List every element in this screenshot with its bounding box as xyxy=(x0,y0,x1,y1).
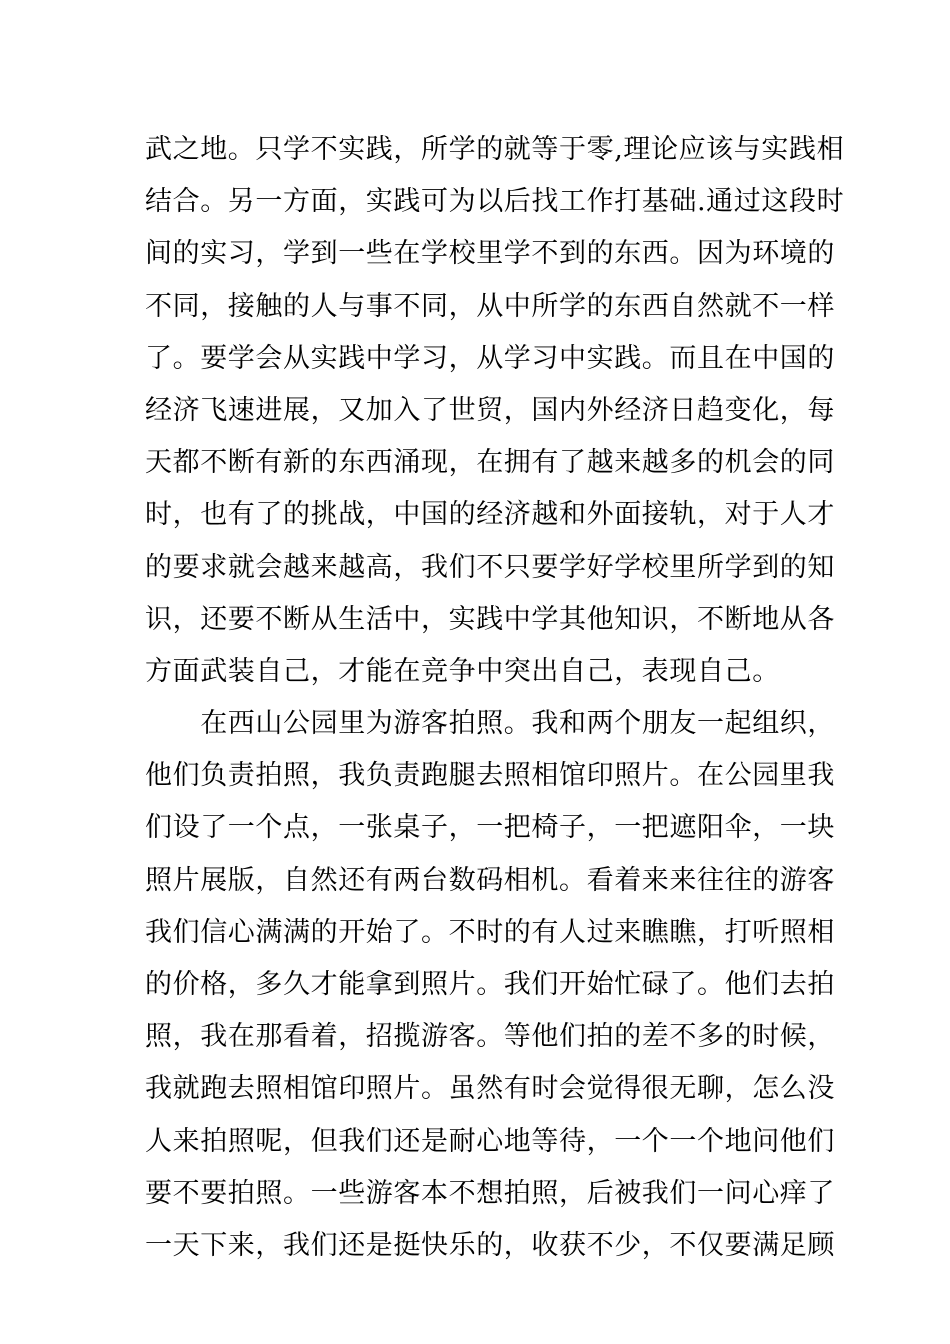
text-line: 结合。另一方面，实践可为以后找工作打基础.通过这段时 xyxy=(145,186,845,218)
body-text xyxy=(145,124,845,1272)
text-line: 不同，接触的人与事不同，从中所学的东西自然就不一样 xyxy=(145,290,835,322)
text-line: 我们信心满满的开始了。不时的有人过来瞧瞧，打听照相 xyxy=(145,916,835,948)
text-line: 方面武装自己，才能在竞争中突出自己，表现自己。 xyxy=(145,655,780,687)
text-line: 武之地。只学不实践，所学的就等于零,理论应该与实践相 xyxy=(145,134,845,165)
text-line: 一天下来，我们还是挺快乐的，收获不少，不仅要满足顾 xyxy=(145,1229,835,1261)
text-line: 了。要学会从实践中学习，从学习中实践。而且在中国的 xyxy=(145,342,835,374)
text-line: 照，我在那看着，招揽游客。等他们拍的差不多的时候， xyxy=(145,1021,835,1053)
text-line: 天都不断有新的东西涌现，在拥有了越来越多的机会的同 xyxy=(145,447,835,479)
text-line: 们设了一个点，一张桌子，一把椅子，一把遮阳伞，一块 xyxy=(145,812,835,844)
text-line: 的要求就会越来越高，我们不只要学好学校里所学到的知 xyxy=(145,551,835,583)
text-line: 他们负责拍照，我负责跑腿去照相馆印照片。在公园里我 xyxy=(145,760,835,792)
text-line: 照片展版，自然还有两台数码相机。看着来来往往的游客 xyxy=(145,864,835,896)
text-line: 人来拍照呢，但我们还是耐心地等待，一个一个地问他们 xyxy=(145,1125,835,1157)
text-line: 要不要拍照。一些游客本不想拍照，后被我们一问心痒了 xyxy=(145,1177,835,1209)
text-line: 经济飞速进展，又加入了世贸，国内外经济日趋变化，每 xyxy=(145,394,835,426)
text-line: 在西山公园里为游客拍照。我和两个朋友一起组织， xyxy=(145,708,835,740)
text-line: 识，还要不断从生活中，实践中学其他知识，不断地从各 xyxy=(145,603,835,635)
text-line: 时，也有了的挑战，中国的经济越和外面接轨，对于人才 xyxy=(145,499,835,531)
text-line: 的价格，多久才能拿到照片。我们开始忙碌了。他们去拍 xyxy=(145,969,835,1000)
text-line: 间的实习，学到一些在学校里学不到的东西。因为环境的 xyxy=(145,238,835,270)
text-line: 我就跑去照相馆印照片。虽然有时会觉得很无聊，怎么没 xyxy=(145,1073,835,1105)
